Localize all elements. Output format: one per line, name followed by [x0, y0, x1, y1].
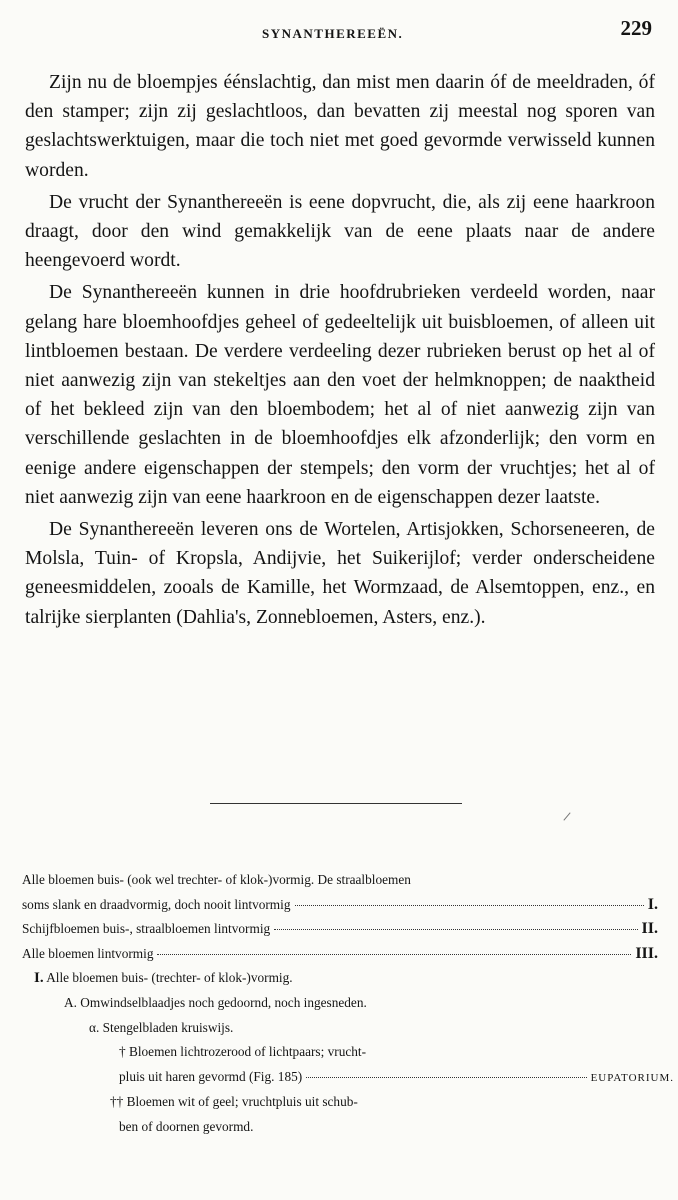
body-text — [25, 68, 655, 632]
key-subsection-a: A. Omwindselblaadjes noch gedoornd, noch ingesneden. — [64, 994, 367, 1010]
dot-leader — [274, 929, 637, 930]
key-subsection-alpha: α. Stengelbladen kruiswijs. — [89, 1019, 234, 1035]
key-dagger-entry: † Bloemen lichtrozerood of lichtpaars; vrucht- — [119, 1044, 367, 1060]
key-text: pluis uit haren gevormd (Fig. 185) — [119, 1068, 303, 1084]
stray-ink-mark — [563, 812, 570, 820]
paragraph-2: De vrucht der Synanthereeën is eene dopvrucht, die, als zij eene haarkroon draagt, door den wind gemakkelijk van de eene plaats naar de andere heengevoerd wordt. — [25, 191, 655, 272]
key-line: Alle bloemen buis- (ook wel trechter- of klok-)vormig. De straalbloemen — [22, 872, 411, 887]
page-number: 229 — [620, 16, 652, 40]
key-reference: III. — [635, 944, 658, 962]
key-reference: I. — [647, 895, 658, 913]
key-line-with-ref — [22, 893, 658, 918]
key-dagger-entry-cont — [22, 1065, 674, 1091]
dot-leader — [157, 954, 631, 955]
running-head: SYNANTHEREEËN. — [262, 26, 404, 41]
determination-key — [22, 868, 674, 1140]
paragraph-1: Zijn nu de bloempjes éénslachtig, dan mist men daarin óf de meeldraden, óf den stamper; zijn zij geslachtloos, dan bevatten zij meestal nog sporen van geslachtswerktuigen, maar die toch niet met goed gevormde verwisseld kunnen worden. — [25, 72, 655, 181]
key-line-with-ref — [22, 917, 658, 942]
key-text: soms slank en draadvormig, doch nooit lintvormig — [22, 896, 291, 912]
key-double-dagger-entry-cont: ben of doornen gevormd. — [119, 1118, 254, 1134]
key-text: Alle bloemen lintvormig — [22, 945, 154, 961]
section-numeral: I. — [34, 970, 44, 987]
key-line-with-ref — [22, 942, 658, 967]
key-double-dagger-entry: †† Bloemen wit of geel; vruchtpluis uit schub- — [110, 1094, 358, 1110]
key-section-heading — [22, 966, 658, 991]
page-header — [0, 14, 678, 44]
genus-name: EUPATORIUM. — [590, 1071, 674, 1084]
section-text: Alle bloemen buis- (trechter- of klok-)vormig. — [46, 970, 293, 986]
paragraph-4: De Synanthereeën leveren ons de Wortelen, Artisjokken, Schorseneeren, de Molsla, Tuin- of Kropsla, Andijvie, het Suikerijlof; verder onderscheidene geneesmiddelen, zooals de Kamille, het Wormzaad, de Alsemtoppen, enz., en talrijke sierplanten (Dahlia's, Zonnebloemen, Asters, enz.). — [25, 519, 655, 628]
key-reference: II. — [641, 920, 658, 938]
dot-leader — [306, 1077, 586, 1078]
section-divider — [210, 803, 462, 804]
dot-leader — [295, 905, 644, 906]
key-text: Schijfbloemen buis-, straalbloemen lintvormig — [22, 921, 271, 937]
paragraph-3: De Synanthereeën kunnen in drie hoofdrubrieken verdeeld worden, naar gelang hare bloemhoofdjes geheel of gedeeltelijk uit buisbloemen, of alleen uit lintbloemen bestaan. De verdere verdeeling dezer rubrieken berust op het al of niet aanwezig zijn van stekeltjes aan den voet der helmknoppen; de naaktheid of het bekleed zijn van den bloembodem; het al of niet aanwezig zijn van verschillende geslachten in de bloemhoofdjes elk afzonderlijk; den vorm en eenige andere eigenschappen der stempels; den vorm der vruchtjes; het al of niet aanwezig zijn van eene haarkroon en de eigenschappen dezer laatste. — [25, 282, 655, 508]
